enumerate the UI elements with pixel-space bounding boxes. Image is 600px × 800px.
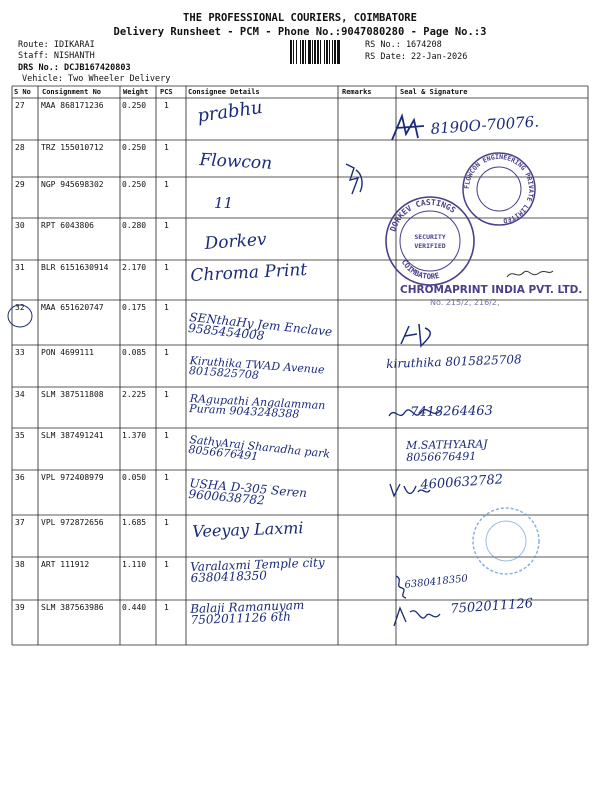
col-header-weight: Weight	[123, 88, 149, 96]
row-signature-handwriting: 4600632782	[420, 472, 504, 493]
row-consignment-no: SLM 387511808	[41, 390, 104, 399]
flowcon-stamp-text: FLOWCON ENGINEERING PRIVATE LIMITED	[462, 152, 536, 225]
row-consignee-handwriting: Chroma Print	[190, 259, 308, 286]
row-weight: 2.170	[122, 263, 147, 272]
security-stamp-top: SECURITY	[414, 233, 446, 241]
row-consignment-no: SLM 387491241	[41, 431, 104, 440]
vehicle-text: Vehicle: Two Wheeler Delivery	[22, 74, 171, 84]
row-signature-handwriting: M.SATHYARAJ 8056676491	[405, 437, 488, 465]
col-header-pcs: PCS	[160, 88, 173, 96]
row-pcs: 1	[164, 518, 169, 527]
row-weight: 0.250	[122, 101, 147, 110]
signature-scribble-34	[385, 400, 445, 426]
row-consignment-no: NGP 945698302	[41, 180, 104, 189]
row-pcs: 1	[164, 180, 169, 189]
chromaprint-address: No. 215/2, 216/2,	[430, 298, 500, 307]
dorkev-stamp-city: COIMBATORE	[399, 257, 441, 282]
row-consignment-no: MAA 868171236	[41, 101, 104, 110]
route-text: Route: IDIKARAI	[18, 40, 95, 50]
row-weight: 1.110	[122, 560, 147, 569]
row-sno: 29	[15, 180, 25, 189]
row-consignee-handwriting: USHA D-305 Seren 9600638782	[187, 476, 308, 508]
row-consignee-handwriting: prabhu	[196, 96, 264, 127]
col-header-consignment: Consignment No	[42, 88, 102, 96]
row-consignee-handwriting: Balaji Ramanuyam 7502011126 6th	[189, 598, 305, 628]
row-pcs: 1	[164, 473, 169, 482]
staff-text: Staff: NISHANTH	[18, 51, 95, 61]
security-stamp-bottom: VERIFIED	[414, 242, 446, 250]
row-pcs: 1	[164, 303, 169, 312]
col-header-signature: Seal & Signature	[400, 88, 468, 96]
row-signature-handwriting: 8190O-70076.	[430, 112, 540, 138]
runsheet-subtitle: Delivery Runsheet - PCM - Phone No.:9047080280 - Page No.:3	[113, 26, 487, 38]
row-consignment-no: RPT 6043806	[41, 221, 94, 230]
row-consignee-handwriting: Kiruthika TWAD Avenue 8015825708	[188, 354, 325, 383]
row-consignee-handwriting: Varalaxmi Temple city 6380418350	[189, 555, 325, 586]
row-weight: 0.085	[122, 348, 147, 357]
signature-scribble-39	[390, 602, 450, 632]
signature-scribble-32	[395, 318, 445, 350]
row-consignee-handwriting: RAgupathi Angalamman Puram 9043248388	[188, 392, 326, 422]
row-pcs: 1	[164, 390, 169, 399]
row-signature-handwriting: kiruthika 8015825708	[385, 352, 522, 371]
row-sno: 35	[15, 431, 25, 440]
row-consignee-handwriting: SENthaHy Jem Enclave 9585454008	[187, 310, 333, 344]
row-signature-handwriting: 7418264463	[410, 403, 493, 420]
row-consignee-handwriting: Dorkev	[204, 229, 268, 254]
row-consignment-no: TRZ 155010712	[41, 143, 104, 152]
row-consignment-no: VPL 972408979	[41, 473, 104, 482]
row-weight: 0.050	[122, 473, 147, 482]
row-consignment-no: BLR 6151630914	[41, 263, 109, 272]
rs-date-text: RS Date: 22-Jan-2026	[365, 52, 468, 62]
signature-scribble-28	[340, 160, 370, 200]
row-consignee-handwriting: Veeyay Laxmi	[192, 518, 304, 541]
row-consignee-handwriting: SathyAraj Sharadha park 8056676491	[187, 433, 331, 464]
row-consignment-no: MAA 651620747	[41, 303, 104, 312]
row-pcs: 1	[164, 348, 169, 357]
row-consignment-no: SLM 387563986	[41, 603, 104, 612]
signature-scribble-38	[390, 572, 414, 600]
row-signature-handwriting: 6380418350	[404, 573, 469, 591]
rs-no-text: RS No.: 1674208	[365, 40, 442, 50]
row-consignee-handwriting: Flowcon	[198, 150, 273, 174]
row-sno: 28	[15, 143, 25, 152]
row-pcs: 1	[164, 101, 169, 110]
row-consignment-no: PON 4699111	[41, 348, 94, 357]
row-consignment-no: ART 111912	[41, 560, 90, 569]
signature-scribble-31	[505, 265, 555, 283]
col-header-remarks: Remarks	[342, 88, 372, 96]
row-weight: 0.175	[122, 303, 147, 312]
col-header-sno: S No	[14, 88, 31, 96]
row-pcs: 1	[164, 221, 169, 230]
row-sno: 30	[15, 221, 25, 230]
row-weight: 0.250	[122, 143, 147, 152]
row-weight: 1.370	[122, 431, 147, 440]
row-pcs: 1	[164, 263, 169, 272]
company-title: THE PROFESSIONAL COURIERS, COIMBATORE	[183, 12, 417, 24]
row-sno: 32	[15, 303, 25, 312]
svg-text:DORKEV CASTINGS	[388, 198, 457, 233]
row-sno: 34	[15, 390, 25, 399]
row-pcs: 1	[164, 143, 169, 152]
row-sno: 37	[15, 518, 25, 527]
row-pcs: 1	[164, 431, 169, 440]
row-signature-handwriting: 7502011126	[450, 596, 534, 617]
row-sno: 33	[15, 348, 25, 357]
row-weight: 0.440	[122, 603, 147, 612]
row-weight: 0.280	[122, 221, 147, 230]
col-header-consignee: Consignee Details	[188, 88, 260, 96]
signature-scribble-27	[384, 110, 444, 146]
row-consignee-handwriting: 11	[214, 194, 234, 212]
chromaprint-stamp: CHROMAPRINT INDIA PVT. LTD.	[400, 284, 583, 296]
row-pcs: 1	[164, 603, 169, 612]
row-weight: 2.225	[122, 390, 147, 399]
row-weight: 0.250	[122, 180, 147, 189]
row-pcs: 1	[164, 560, 169, 569]
blue-faded-stamp	[470, 505, 542, 577]
drs-text: DRS No.: DCJB167420803	[18, 63, 131, 73]
row-sno: 36	[15, 473, 25, 482]
row-sno: 31	[15, 263, 25, 272]
row-consignment-no: VPL 972872656	[41, 518, 104, 527]
row-sno: 39	[15, 603, 25, 612]
dorkev-stamp	[384, 195, 476, 287]
row-sno: 38	[15, 560, 25, 569]
signature-scribble-36	[386, 478, 434, 502]
dorkev-stamp-name: DORKEV CASTINGS	[388, 197, 458, 233]
row-sno: 27	[15, 101, 25, 110]
row-weight: 1.685	[122, 518, 147, 527]
